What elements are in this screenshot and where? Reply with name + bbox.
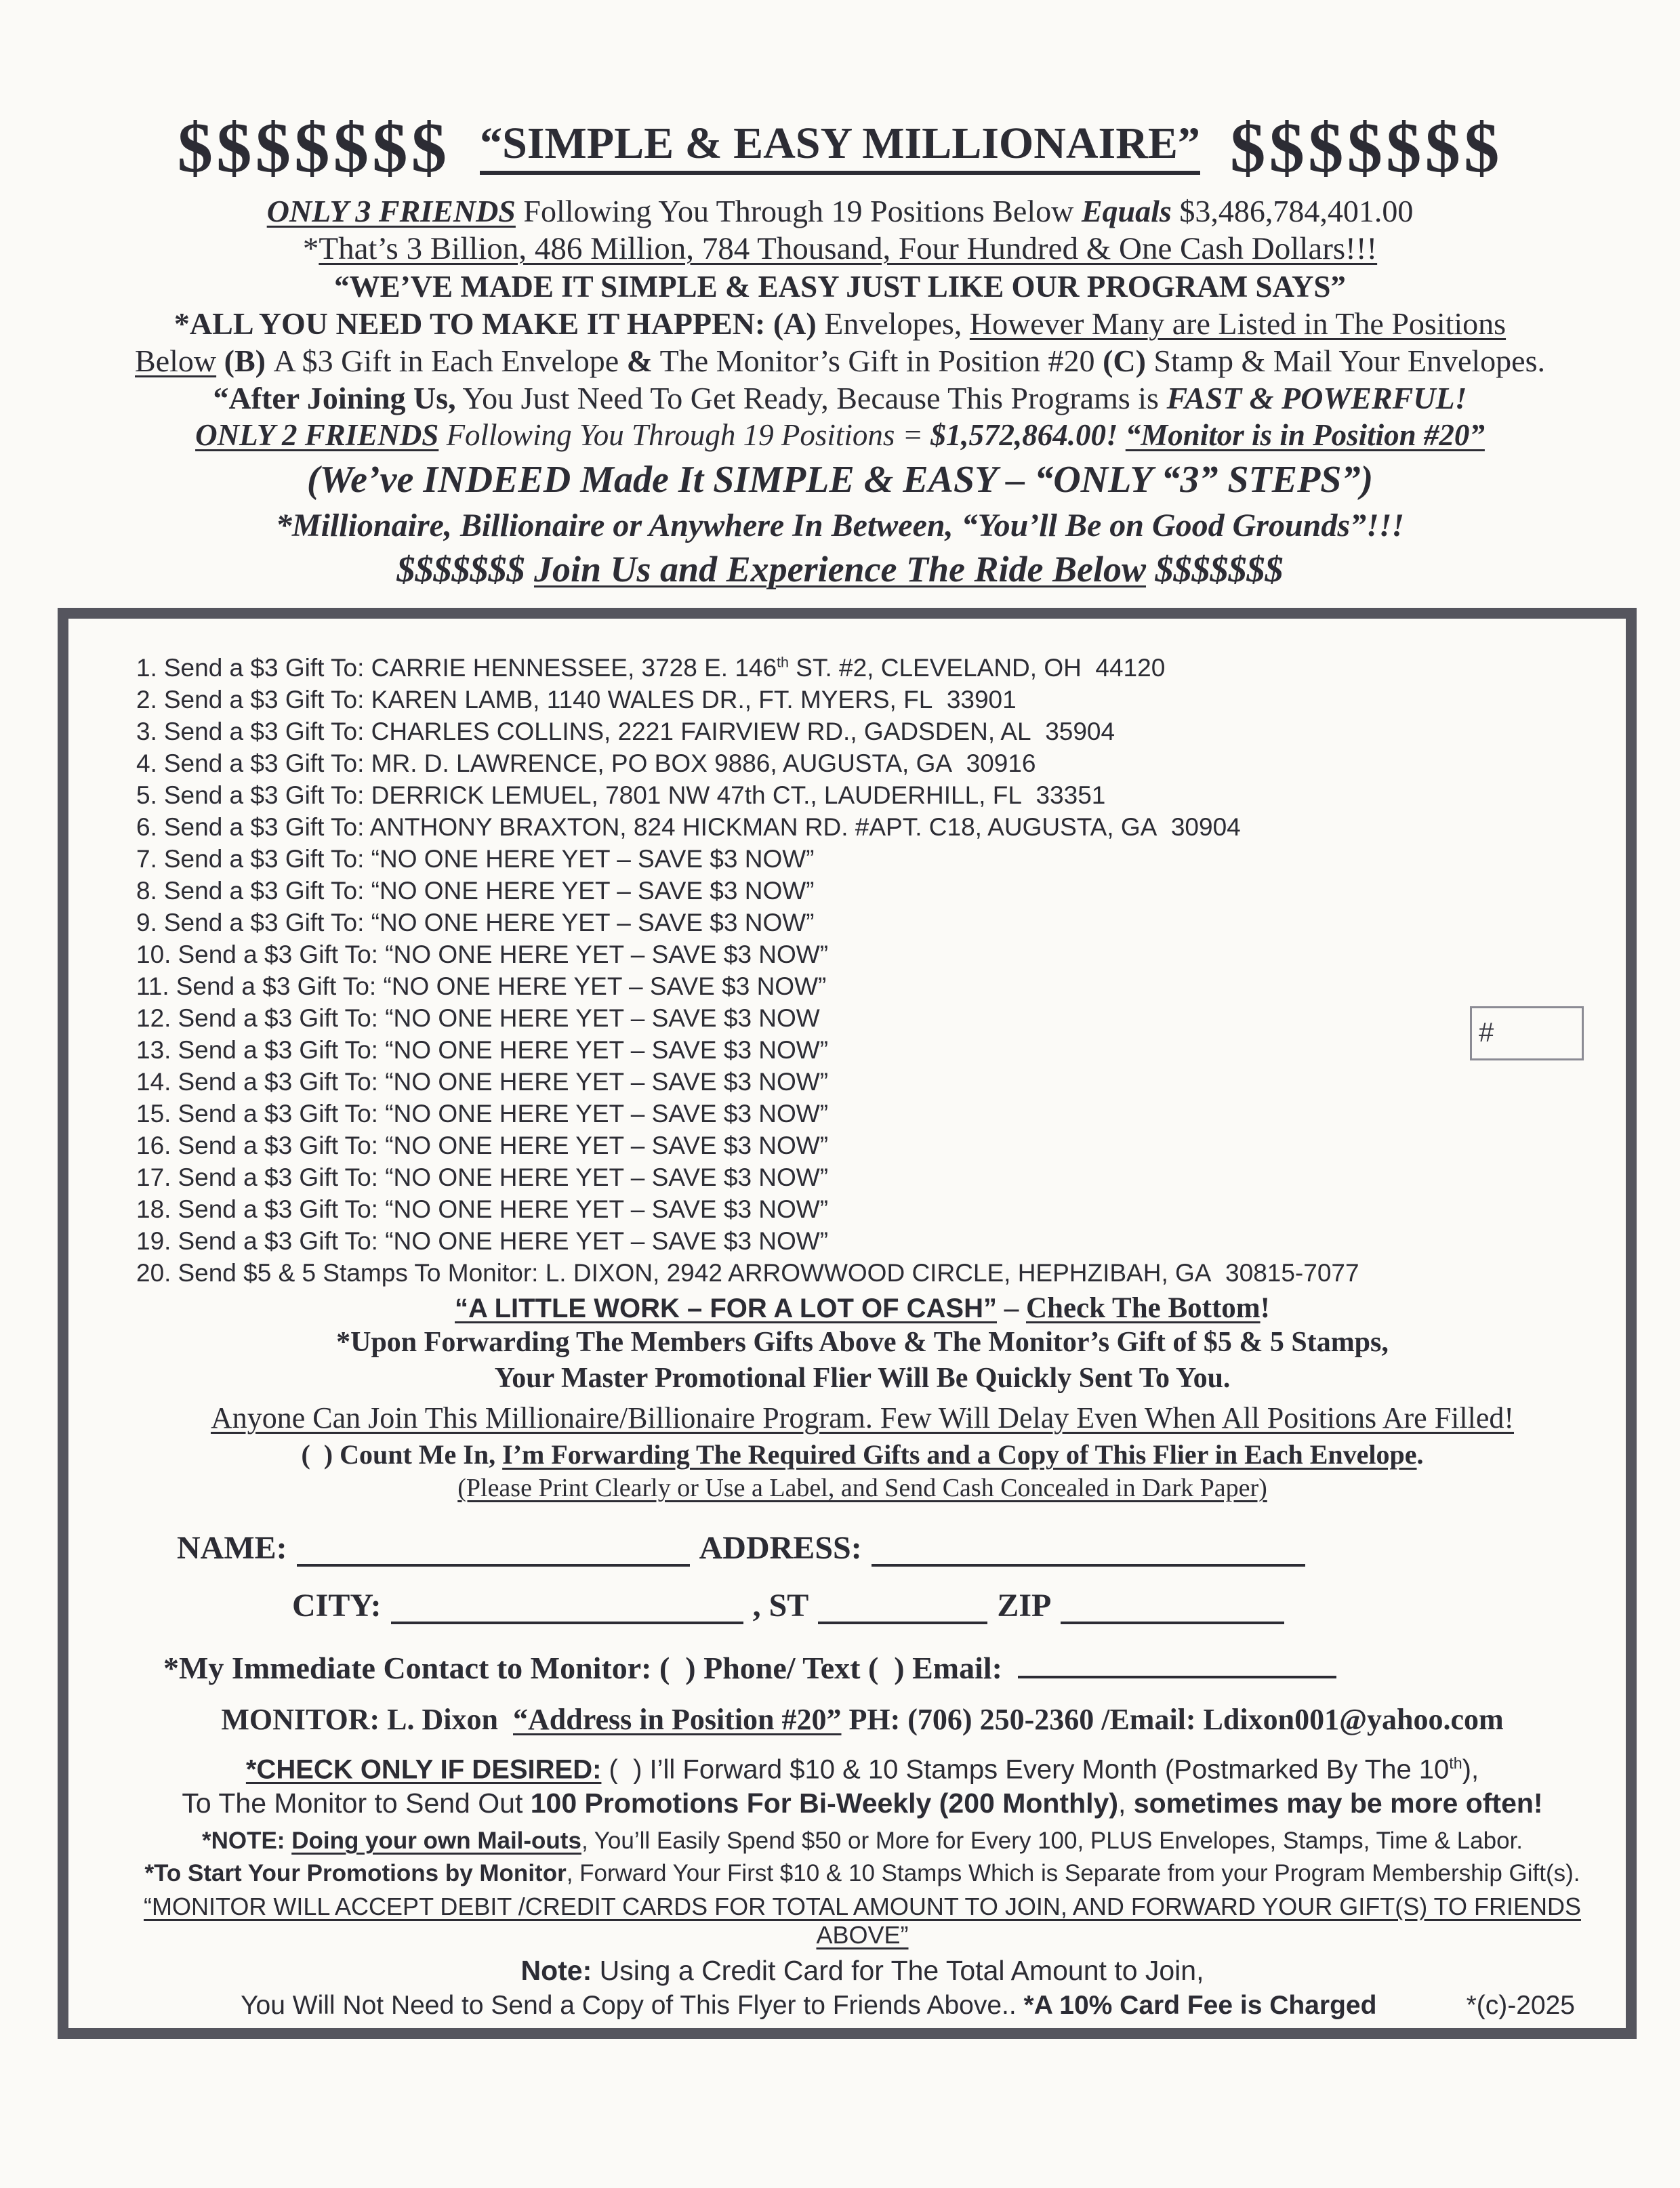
position-text: Send a $3 Gift To: “NO ONE HERE YET – SAVE $3 NOW” (178, 1036, 829, 1065)
note-mailouts-line: *NOTE: Doing your own Mail-outs, You’ll Easily Spend $50 or More for Every 100, PLUS Envelopes, Stamps, Time & Labor. (201, 1828, 1523, 1855)
debit-credit-cards-line: “MONITOR WILL ACCEPT DEBIT /CREDIT CARDS FOR TOTAL AMOUNT TO JOIN, AND FORWARD YOUR GIFT(S) TO FRIENDS ABOVE” (144, 1893, 1581, 1949)
check-only-if-desired-line: *CHECK ONLY IF DESIRED: ( ) I’ll Forward $10 & 10 Stamps Every Month (Postmarked By The 10th), (245, 1754, 1479, 1785)
position-number: 13. (136, 1036, 171, 1065)
position-text: Send a $3 Gift To: DERRICK LEMUEL, 7801 NW 47th CT., LAUDERHILL, FL 33351 (163, 781, 1106, 810)
position-number: 18. (136, 1195, 171, 1224)
position-number: 9. (136, 909, 157, 937)
positions-box (58, 608, 1637, 2039)
header-line-only-3-friends: ONLY 3 FRIENDS Following You Through 19 Positions Below Equals $3,486,784,401.00 (266, 194, 1414, 228)
title-row (0, 108, 1680, 187)
header-line-join-us: $$$$$$$ Join Us and Experience The Ride Below $$$$$$$ (396, 549, 1284, 590)
position-text: Send a $3 Gift To: “NO ONE HERE YET – SAVE $3 NOW” (163, 909, 815, 937)
monitor-send-out-line: To The Monitor to Send Out 100 Promotions For Bi-Weekly (200 Monthly), sometimes may be more often! (182, 1788, 1543, 1819)
position-number: 3. (136, 718, 157, 746)
position-item (136, 907, 1589, 938)
position-text: Send a $3 Gift To: “NO ONE HERE YET – SAVE $3 NOW” (178, 1100, 829, 1128)
name-field-line (297, 1534, 690, 1567)
position-text: Send a $3 Gift To: CHARLES COLLINS, 2221 FAIRVIEW RD., GADSDEN, AL 35904 (163, 718, 1115, 746)
position-item (136, 647, 1589, 684)
contact-field-line (1018, 1646, 1336, 1678)
header-line-all-you-need-1: *ALL YOU NEED TO MAKE IT HAPPEN: (A) Envelopes, However Many are Listed in The Positions (173, 306, 1507, 341)
position-text: Send a $3 Gift To: “NO ONE HERE YET – SAVE $3 NOW” (176, 972, 827, 1001)
position-number: 17. (136, 1163, 171, 1192)
header-line-thats-3-billion: *That’s 3 Billion, 486 Million, 784 Thousand, Four Hundred & One Cash Dollars!!! (302, 231, 1378, 267)
position-item (136, 811, 1589, 843)
position-number: 14. (136, 1068, 171, 1096)
position-number: 4. (136, 749, 157, 778)
little-work-line: “A LITTLE WORK – FOR A LOT OF CASH” – Check The Bottom! (455, 1292, 1270, 1325)
dollar-signs-left: $$$$$$$ (177, 108, 451, 187)
position-item (136, 843, 1589, 875)
header-line-millionaire-billionaire: *Millionaire, Billionaire or Anywhere In Between, “You’ll Be on Good Grounds”!!! (275, 507, 1405, 543)
state-label: , ST (752, 1587, 809, 1624)
position-item (136, 747, 1589, 779)
position-text: Send a $3 Gift To: “NO ONE HERE YET – SAVE $3 NOW” (163, 845, 815, 873)
header-line-only-2-friends: ONLY 2 FRIENDS Following You Through 19 Positions = $1,572,864.00! “Monitor is in Position #20” (195, 418, 1485, 453)
upon-forwarding-line: *Upon Forwarding The Members Gifts Above & The Monitor’s Gift of $5 & 5 Stamps, (336, 1327, 1389, 1359)
page-title: “SIMPLE & EASY MILLIONAIRE” (480, 120, 1200, 175)
note-credit-card-line: Note: Using a Credit Card for The Total Amount to Join, (520, 1955, 1204, 1987)
header-line-all-you-need-2: Below (B) A $3 Gift in Each Envelope & The Monitor’s Gift in Position #20 (C) Stamp & Mail Your Envelopes. (135, 343, 1545, 378)
position-text: Send $5 & 5 Stamps To Monitor: L. DIXON, 2942 ARROWWOOD CIRCLE, HEPHZIBAH, GA 30815-7077 (178, 1259, 1359, 1287)
position-number: 19. (136, 1227, 171, 1256)
positions-list (136, 647, 1589, 1289)
position-item (136, 1161, 1589, 1193)
zip-label: ZIP (997, 1587, 1052, 1624)
position-item (136, 1066, 1589, 1098)
position-number: 6. (136, 813, 157, 842)
position-text: Send a $3 Gift To: “NO ONE HERE YET – SAVE $3 NOW” (163, 877, 815, 905)
address-field-line (872, 1534, 1305, 1567)
please-print-line: (Please Print Clearly or Use a Label, and Send Cash Concealed in Dark Paper) (457, 1474, 1267, 1503)
bottom-line-text: You Will Not Need to Send a Copy of This Flyer to Friends Above.. *A 10% Card Fee is Charged (241, 1991, 1377, 2021)
number-box-label: # (1479, 1017, 1494, 1048)
position-text: Send a $3 Gift To: “NO ONE HERE YET – SAVE $3 NOW” (178, 941, 829, 969)
position-item (136, 1193, 1589, 1225)
position-number: 10. (136, 941, 171, 969)
position-text: Send a $3 Gift To: “NO ONE HERE YET – SAVE $3 NOW” (178, 1163, 829, 1192)
anyone-can-join-line: Anyone Can Join This Millionaire/Billionaire Program. Few Will Delay Even When All Positions Are Filled! (210, 1401, 1515, 1435)
position-number: 15. (136, 1100, 171, 1128)
position-item (136, 1225, 1589, 1257)
position-item (136, 1130, 1589, 1161)
immediate-contact-line (163, 1646, 1589, 1686)
position-text: Send a $3 Gift To: CARRIE HENNESSEE, 3728 E. 146th ST. #2, CLEVELAND, OH 44120 (163, 654, 1166, 682)
position-number: 12. (136, 1004, 171, 1033)
contact-label: *My Immediate Contact to Monitor: ( ) Phone/ Text ( ) Email: (163, 1650, 1002, 1685)
position-item (136, 1034, 1589, 1066)
form-row-city-st-zip (292, 1587, 1589, 1624)
name-label: NAME: (177, 1529, 287, 1566)
position-text: Send a $3 Gift To: ANTHONY BRAXTON, 824 HICKMAN RD. #APT. C18, AUGUSTA, GA 30904 (163, 813, 1241, 842)
position-item (136, 684, 1589, 716)
number-entry-box (1470, 1006, 1584, 1060)
position-item (136, 970, 1589, 1002)
position-text: Send a $3 Gift To: “NO ONE HERE YET – SAVE $3 NOW” (178, 1227, 829, 1256)
city-label: CITY: (292, 1587, 382, 1624)
count-me-in-line: ( ) Count Me In, I’m Forwarding The Required Gifts and a Copy of This Flier in Each Envelope. (301, 1439, 1424, 1470)
address-label: ADDRESS: (699, 1529, 862, 1566)
position-item (136, 938, 1589, 970)
position-number: 5. (136, 781, 157, 810)
state-field-line (818, 1592, 987, 1624)
copyright-text: *(c)-2025 (1466, 1991, 1575, 2021)
position-item (136, 875, 1589, 907)
position-item (136, 1002, 1589, 1034)
city-field-line (391, 1592, 743, 1624)
position-number: 1. (136, 654, 157, 682)
dollar-signs-right: $$$$$$$ (1229, 108, 1503, 187)
position-item (136, 1257, 1589, 1289)
position-text: Send a $3 Gift To: “NO ONE HERE YET – SAVE $3 NOW” (178, 1195, 829, 1224)
bottom-line (136, 1991, 1589, 2021)
header-line-after-joining: “After Joining Us, You Just Need To Get Ready, Because This Programs is FAST & POWERFUL! (213, 380, 1467, 415)
monitor-info-line: MONITOR: L. Dixon “Address in Position #20” PH: (706) 250-2360 /Email: Ldixon001@yahoo.com (221, 1702, 1504, 1736)
form-row-name-address (177, 1529, 1589, 1567)
position-text: Send a $3 Gift To: “NO ONE HERE YET – SAVE $3 NOW” (178, 1068, 829, 1096)
master-flier-line: Your Master Promotional Flier Will Be Quickly Sent To You. (494, 1362, 1231, 1394)
position-text: Send a $3 Gift To: “NO ONE HERE YET – SAVE $3 NOW” (178, 1132, 829, 1160)
position-number: 7. (136, 845, 157, 873)
position-number: 20. (136, 1259, 171, 1287)
position-item (136, 716, 1589, 747)
to-start-promotions-line: *To Start Your Promotions by Monitor, Forward Your First $10 & 10 Stamps Which is Separate from your Program Membership Gift(s). (144, 1860, 1580, 1887)
position-number: 2. (136, 686, 157, 714)
position-item (136, 1098, 1589, 1130)
position-text: Send a $3 Gift To: MR. D. LAWRENCE, PO BOX 9886, AUGUSTA, GA 30916 (163, 749, 1036, 778)
position-item (136, 779, 1589, 811)
position-number: 8. (136, 877, 157, 905)
position-text: Send a $3 Gift To: KAREN LAMB, 1140 WALES DR., FT. MYERS, FL 33901 (163, 686, 1017, 714)
header-line-weve-made-it: “WE’VE MADE IT SIMPLE & EASY JUST LIKE OUR PROGRAM SAYS” (334, 269, 1346, 304)
position-number: 16. (136, 1132, 171, 1160)
zip-field-line (1061, 1592, 1284, 1624)
position-number: 11. (136, 972, 169, 1001)
position-text: Send a $3 Gift To: “NO ONE HERE YET – SAVE $3 NOW (178, 1004, 820, 1033)
flyer-header (0, 0, 1680, 593)
header-line-indeed-simple: (We’ve INDEED Made It SIMPLE & EASY – “ONLY “3” STEPS”) (306, 459, 1374, 501)
